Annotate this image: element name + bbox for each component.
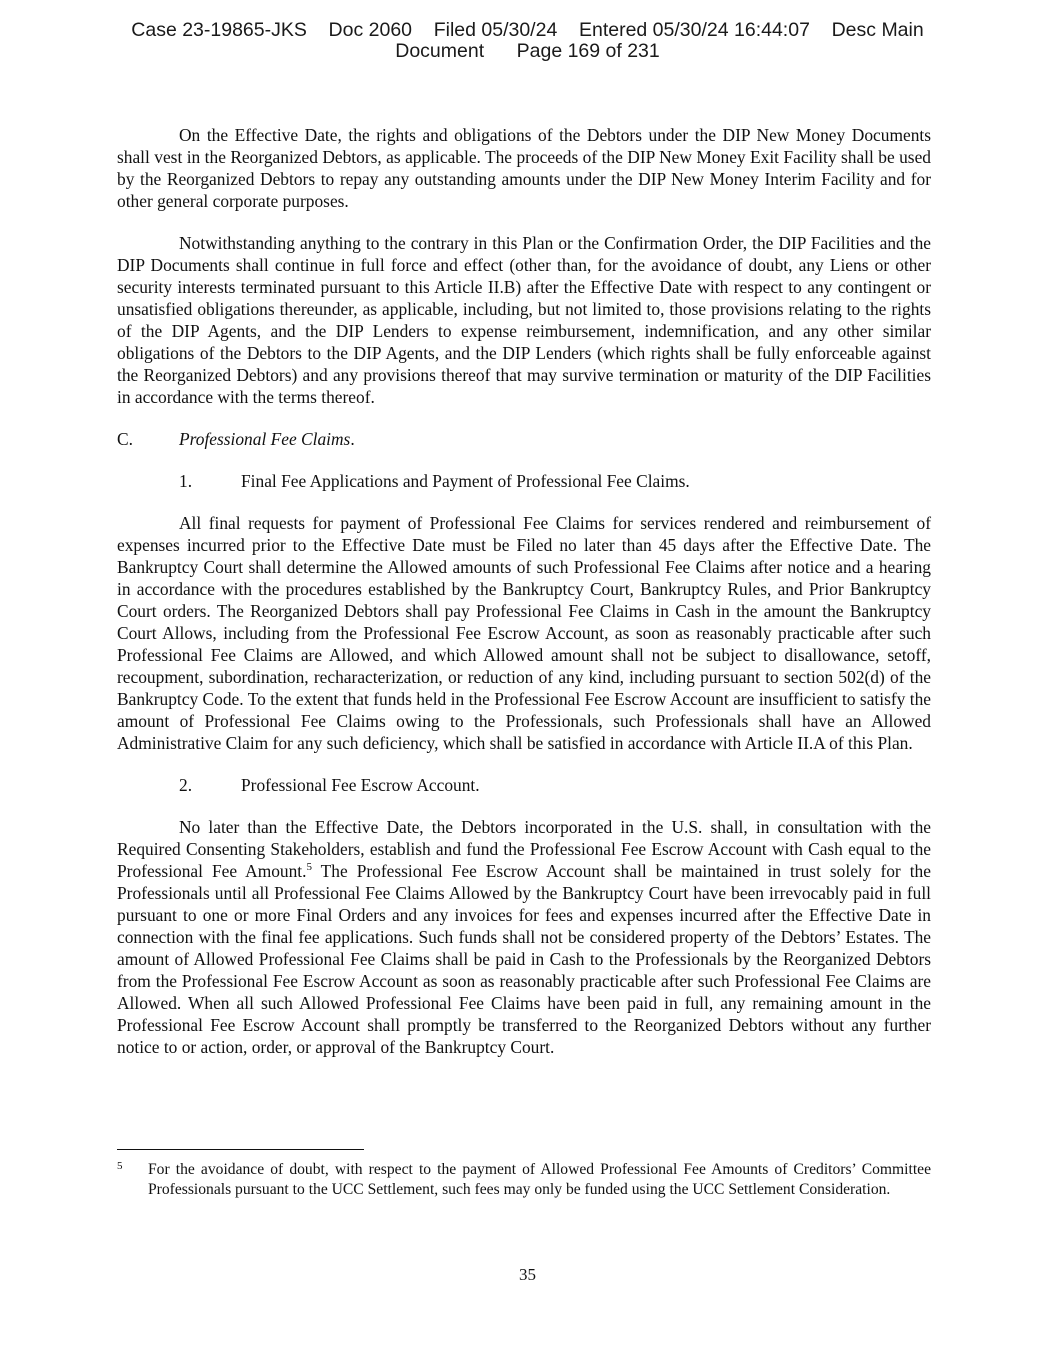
filing-header-line-1 xyxy=(0,20,1055,41)
subsection-number: 2. xyxy=(179,775,193,795)
paragraph-final-fee-applications: All final requests for payment of Professional Fee Claims for services rendered and reimbursement of expenses incurred prior to the Effective Date must be Filed no later than 45 days after the Effective Date. The Bankruptcy Court shall determine the Allowed amounts of such Professional Fee Claims after notice and a hearing in accordance with the procedures established by the Bankruptcy Court, Bankruptcy Rules, and Prior Bankruptcy Court orders. The Reorganized Debtors shall pay Professional Fee Claims in Cash in the amount the Bankruptcy Court Allows, including from the Professional Fee Escrow Account, as soon as reasonably practicable after such Professional Fee Claims are Allowed, and which Allowed amount shall not be subject to disallowance, setoff, recoupment, subordination, recharacterization, or reduction of any kind, including pursuant to section 502(d) of the Bankruptcy Code. To the extent that funds held in the Professional Fee Escrow Account are insufficient to satisfy the amount of Professional Fee Claims owing to the Professionals, such Professionals shall have an Allowed Administrative Claim for any such deficiency, which shall be satisfied in accordance with Article II.A of this Plan. xyxy=(117,513,931,753)
entered-date: Entered 05/30/24 16:44:07 xyxy=(578,19,810,41)
footnote xyxy=(117,1160,931,1199)
filed-date: Filed 05/30/24 xyxy=(433,19,558,41)
subsection-title: Professional Fee Escrow Account. xyxy=(241,775,480,795)
subsection-heading-2 xyxy=(179,774,931,796)
filing-header-line-2 xyxy=(0,41,1055,62)
doc-number: Doc 2060 xyxy=(328,19,413,41)
paragraph-escrow-account: No later than the Effective Date, the Debtors incorporated in the U.S. shall, in consultation with the Required Consenting Stakeholders, establish and fund the Professional Fee Escrow Account with Cash equal to the Professional Fee Amount.$^5$ The Professional Fee Escrow Account shall be maintained in trust solely for the Professionals until all Professional Fee Claims Allowed by the Bankruptcy Court have been irrevocably paid in full pursuant to one or more Final Orders and any invoices for fees and expenses incurred after the Effective Date in connection with the final fee applications. Such funds shall not be considered property of the Debtors’ Estates. The amount of Allowed Professional Fee Claims shall be paid in Cash to the Professionals by the Reorganized Debtors from the Professional Fee Escrow Account as soon as reasonably practicable after such Professional Fee Claims are Allowed. When all such Allowed Professional Fee Claims have been paid in full, any remaining amount in the Professional Fee Escrow Account shall promptly be transferred to the Reorganized Debtors without any further notice to or action, order, or approval of the Bankruptcy Court. xyxy=(117,817,931,1057)
document-label: Document xyxy=(395,40,485,62)
section-heading-c: C. Professional Fee Claims. xyxy=(117,429,355,449)
subsection-number: 1. xyxy=(179,471,193,491)
footnote-number: 5 xyxy=(117,1160,123,1172)
page-of-total: Page 169 of 231 xyxy=(516,40,660,62)
paragraph-dip-vesting: On the Effective Date, the rights and obligations of the Debtors under the DIP New Money Documents shall vest in the Reorganized Debtors, as applicable. The proceeds of the DIP New Money Exit Facility shall be used by the Reorganized Debtors to repay any outstanding amounts under the DIP New Money Interim Facility and for other general corporate purposes. xyxy=(117,125,931,211)
court-filing-header xyxy=(0,20,1055,62)
footnote-text: For the avoidance of doubt, with respect to the payment of Allowed Professional Fee Amounts of Creditors’ Committee Professionals pursuant to the UCC Settlement, such fees may only be funded using the UCC Settlement Consideration. xyxy=(148,1161,931,1198)
subsection-heading-1 xyxy=(179,470,931,492)
section-title: Professional Fee Claims xyxy=(179,429,351,449)
page-number: 35 xyxy=(519,1265,536,1284)
desc-label: Desc Main xyxy=(831,19,924,41)
footnote-reference[interactable]: 5 xyxy=(306,861,312,874)
section-number: C. xyxy=(117,429,133,449)
document-body xyxy=(117,124,931,1078)
case-number: Case 23-19865-JKS xyxy=(131,19,307,41)
footnote-separator xyxy=(117,1149,364,1150)
paragraph-dip-continuation: Notwithstanding anything to the contrary in this Plan or the Confirmation Order, the DIP Facilities and the DIP Documents shall continue in full force and effect (other than, for the avoidance of doubt, any Liens or other security interests terminated pursuant to this Article II.B) after the Effective Date with respect to any contingent or unsatisfied obligations thereunder, as applicable, including, but not limited to, those provisions relating to the rights of the DIP Agents, and the DIP Lenders to expense reimbursement, indemnification, and any other similar obligations of the Debtors to the DIP Agents, and the DIP Lenders (which rights shall be fully enforceable against the Reorganized Debtors) and any provisions thereof that may survive termination or maturity of the DIP Facilities in accordance with the terms thereof. xyxy=(117,233,931,407)
subsection-title: Final Fee Applications and Payment of Professional Fee Claims. xyxy=(241,471,690,491)
